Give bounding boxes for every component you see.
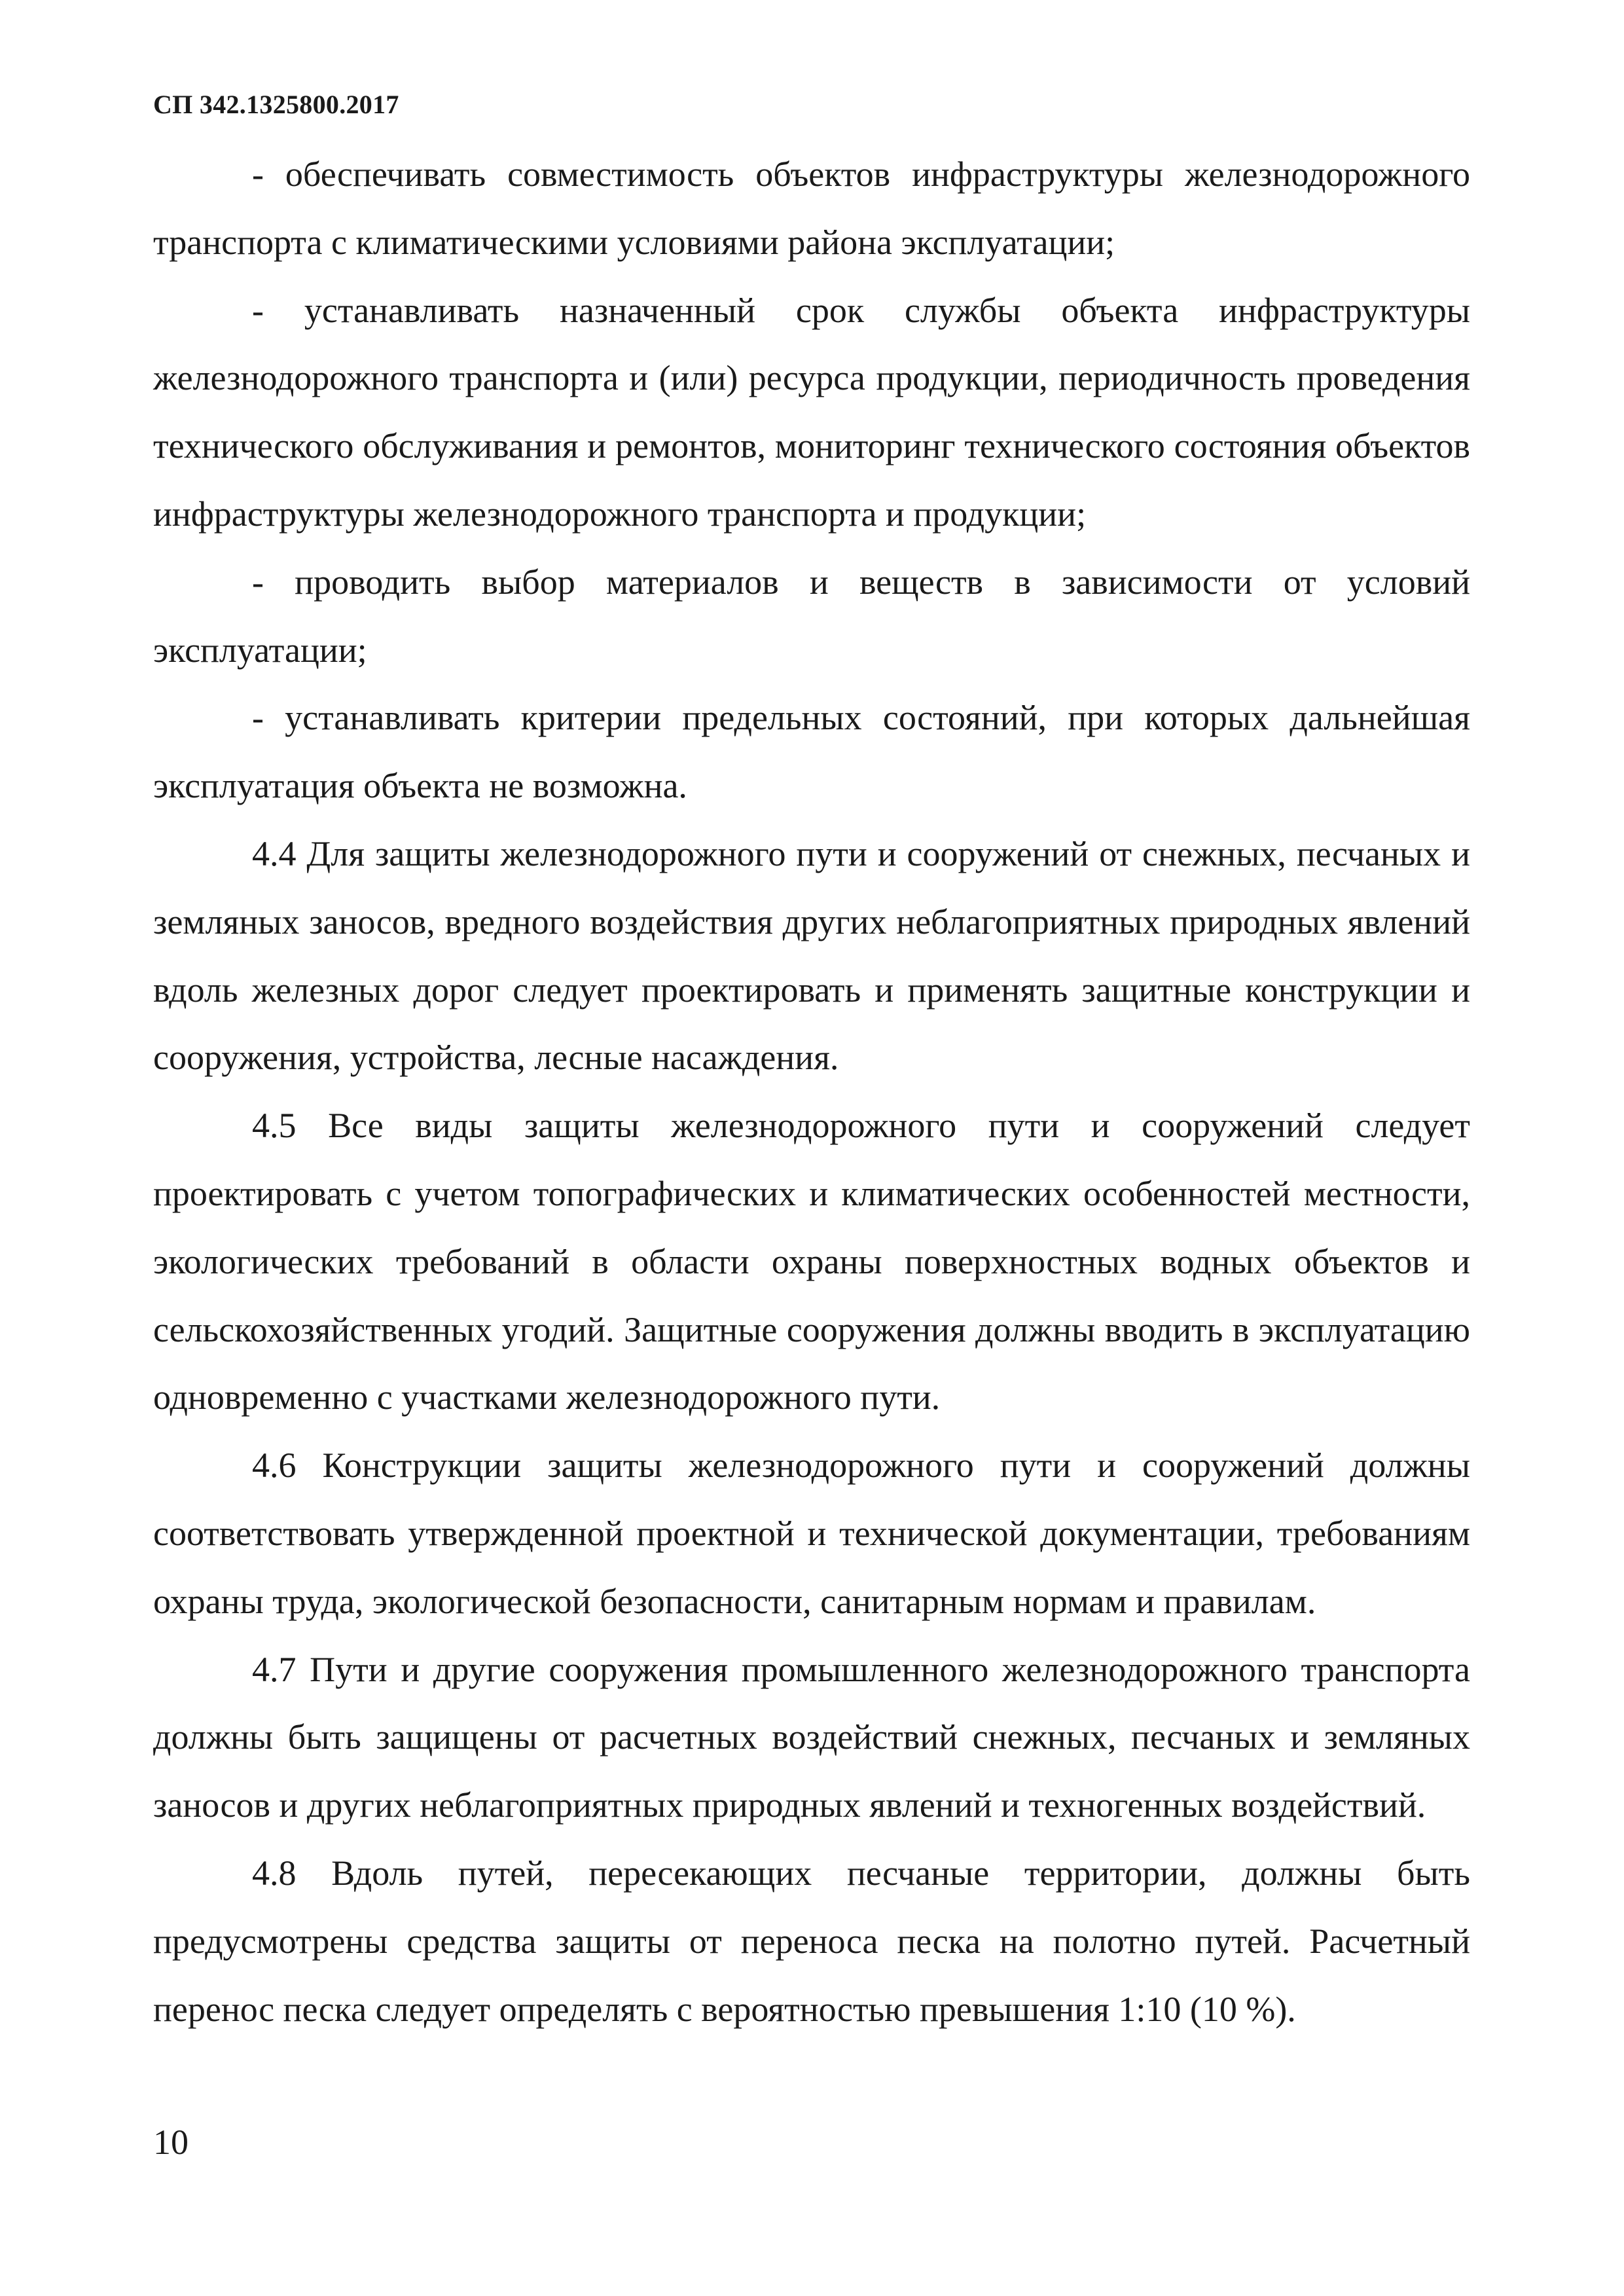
paragraph-compatibility: - обеспечивать совместимость объектов инфраструктуры железнодорожного транспорта с климатическими условиями района эксплуатации; (153, 155, 1470, 262)
document-code-header: СП 342.1325800.2017 (153, 90, 399, 119)
paragraph-4-6: 4.6 Конструкции защиты железнодорожного пути и сооружений должны соответствовать утвержденной проектной и технической документации, требованиям охраны труда, экологической безопасности, санитарным нормам и правилам. (153, 1446, 1470, 1621)
paragraph-4-7: 4.7 Пути и другие сооружения промышленного железнодорожного транспорта должны быть защищены от расчетных воздействий снежных, песчаных и земляных заносов и других неблагоприятных природных явлений и техногенных воздействий. (153, 1649, 1470, 1825)
page-number: 10 (153, 2123, 189, 2162)
paragraph-materials: - проводить выбор материалов и веществ в зависимости от условий эксплуатации; (153, 562, 1470, 670)
paragraph-4-5: 4.5 Все виды защиты железнодорожного пути и сооружений следует проектировать с учетом топографических и климатических особенностей местности, экологических требований в области охраны поверхностных водных объектов и сельскохозяйственных угодий. Защитные сооружения должны вводить в эксплуатацию одновременно с участками железнодорожного пути. (153, 1106, 1470, 1417)
body-text (153, 141, 1470, 2043)
paragraph-limit-states: - устанавливать критерии предельных состояний, при которых дальнейшая эксплуатация объекта не возможна. (153, 698, 1470, 806)
paragraph-service-life: - устанавливать назначенный срок службы объекта инфраструктуры железнодорожного транспорта и (или) ресурса продукции, периодичность проведения технического обслуживания и ремонтов, мониторинг технического состояния объектов инфраструктуры железнодорожного транспорта и продукции; (153, 290, 1470, 534)
paragraph-4-8: 4.8 Вдоль путей, пересекающих песчаные территории, должны быть предусмотрены средства защиты от переноса песка на полотно путей. Расчетный перенос песка следует определять с вероятностью превышения 1:10 (10 %). (153, 1853, 1470, 2029)
paragraph-4-4: 4.4 Для защиты железнодорожного пути и сооружений от снежных, песчаных и земляных заносов, вредного воздействия других неблагоприятных природных явлений вдоль железных дорог следует проектировать и применять защитные конструкции и сооружения, устройства, лесные насаждения. (153, 833, 1470, 1078)
